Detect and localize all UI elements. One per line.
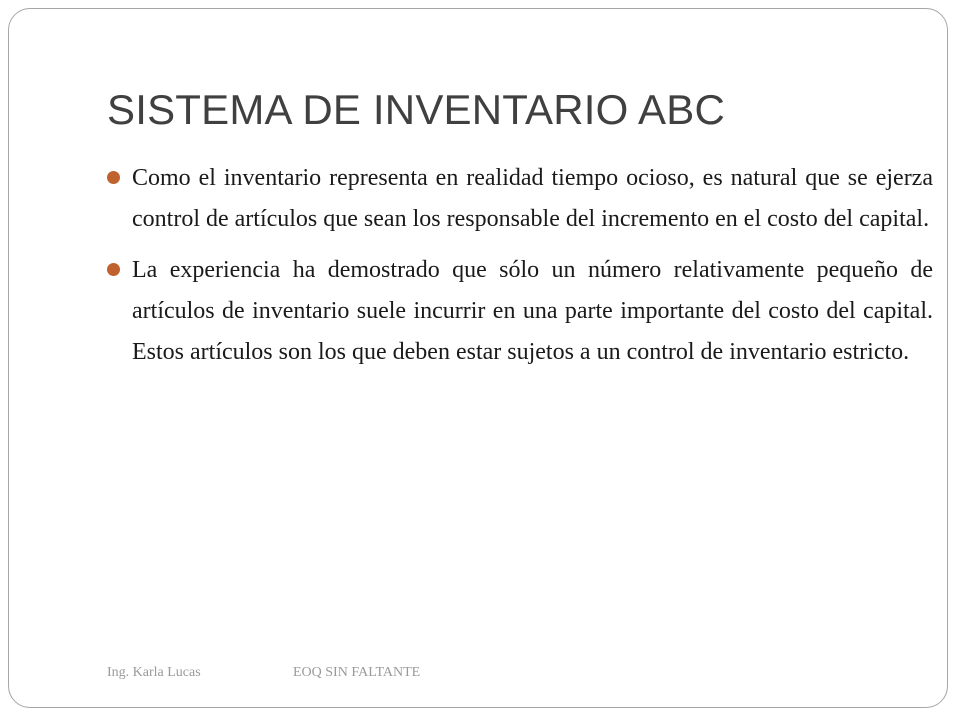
bullet-item xyxy=(107,250,933,373)
bullet-dot-icon xyxy=(107,263,120,276)
slide-title: SISTEMA DE INVENTARIO ABC xyxy=(107,86,726,133)
bullet-text: Como el inventario representa en realidad tiempo ocioso, es natural que se ejerza control de artículos que sean los responsable del incremento en el costo del capital. xyxy=(132,165,933,232)
bullet-dot-icon xyxy=(107,171,120,184)
bullet-text: La experiencia ha demostrado que sólo un número relativamente pequeño de artículos de inventario suele incurrir en una parte importante del costo del capital. Estos artículos son los que deben estar sujetos a un control de inventario estricto. xyxy=(132,257,933,365)
bullet-list xyxy=(107,158,933,383)
bullet-item xyxy=(107,158,933,240)
footer-topic: EOQ SIN FALTANTE xyxy=(293,665,421,680)
footer-author: Ing. Karla Lucas xyxy=(107,665,201,680)
